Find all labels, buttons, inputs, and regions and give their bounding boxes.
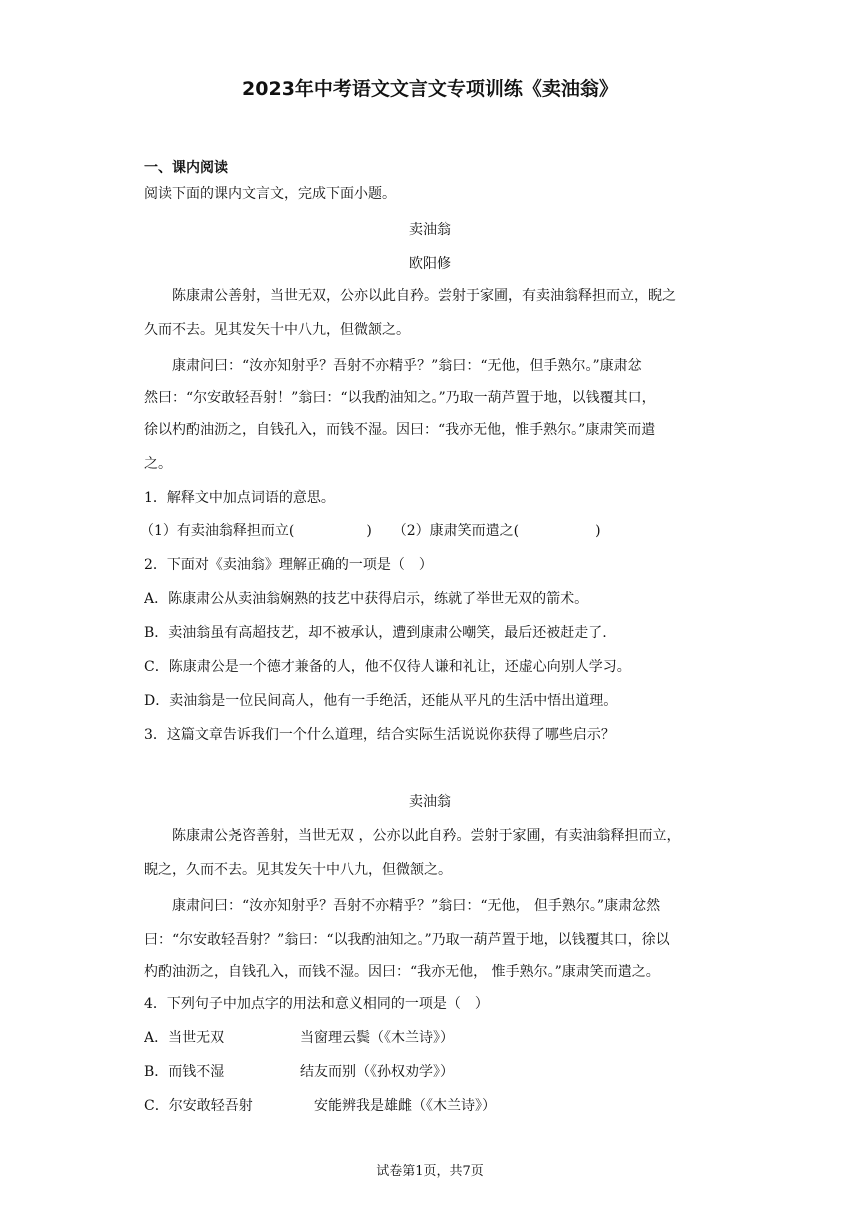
question-2: 2．下面对《卖油翁》理解正确的一项是（ ） [144,557,433,573]
text-title-2: 卖油翁 [409,794,451,810]
passage-line: 陈康肃公善射，当世无双，公亦以此自矜。尝射于家圃，有卖油翁释担而立，睨之 [172,288,676,304]
option-b [144,1062,716,1082]
passage-line: 之。 [144,456,172,472]
passage-line: 康肃问曰：“汝亦知射乎？吾射不亦精乎？”翁曰：“无他， 但手熟尔。”康肃忿然 [172,898,661,914]
option-b-left: B．而钱不湿 [144,1064,225,1080]
passage-line: 杓酌油沥之，自钱孔入，而钱不湿。因曰：“我亦无他， 惟手熟尔。”康肃笑而遣之。 [144,964,660,980]
passage-line: 陈康肃公尧咨善射，当世无双 ，公亦以此自矜。尝射于家圃，有卖油翁释担而立， [172,828,681,844]
option-a [144,1028,716,1048]
text-title: 卖油翁 [409,222,451,238]
question-1b: （2）康肃笑而遣之( [392,523,520,539]
question-1b-close: ) [595,523,601,539]
question-1a: （1）有卖油翁释担而立( [140,523,295,539]
option-c-left: C．尔安敢轻吾射 [144,1098,253,1114]
option-c: C．陈康肃公是一个德才兼备的人，他不仅待人谦和礼让，还虚心向别人学习。 [144,659,631,675]
instruction-text: 阅读下面的课内文言文，完成下面小题。 [144,186,396,202]
passage-line: 曰：“尔安敢轻吾射？”翁曰：“以我酌油知之。”乃取一葫芦置于地，以钱覆其口，徐以 [144,932,670,948]
option-a-right: 当窗理云鬓（《木兰诗》） [300,1030,454,1046]
passage-line: 然曰：“尔安敢轻吾射！”翁曰：“以我酌油知之。”乃取一葫芦置于地，以钱覆其口， [144,390,656,406]
option-a: A．陈康肃公从卖油翁娴熟的技艺中获得启示，练就了举世无双的箭术。 [144,591,589,607]
question-1: 1．解释文中加点词语的意思。 [144,490,335,506]
page-footer: 试卷第1页，共7页 [376,1164,484,1179]
section-heading: 一、课内阅读 [144,160,228,176]
question-3: 3．这篇文章告诉我们一个什么道理，结合实际生活说说你获得了哪些启示？ [144,727,615,743]
passage-line: 康肃问曰：“汝亦知射乎？吾射不亦精乎？”翁曰：“无他，但手熟尔。”康肃忿 [172,358,642,374]
question-1a-close: ) [366,523,372,539]
option-d: D．卖油翁是一位民间高人，他有一手绝活，还能从平凡的生活中悟出道理。 [144,693,618,709]
passage-line: 睨之，久而不去。见其发矢十中八九，但微颔之。 [144,862,452,878]
option-c [144,1096,716,1116]
option-b: B．卖油翁虽有高超技艺，却不被承认，遭到康肃公嘲笑，最后还被赶走了. [144,625,607,641]
question-1-items [140,521,720,541]
option-b-right: 结友而别（《孙权劝学》） [300,1064,454,1080]
option-c-right: 安能辨我是雄雌（《木兰诗》） [314,1098,496,1114]
question-4: 4．下列句子中加点字的用法和意义相同的一项是（ ） [144,996,489,1012]
author-name: 欧阳修 [409,256,451,272]
page-title: 2023年中考语文文言文专项训练《卖油翁》 [242,78,618,100]
option-a-left: A．当世无双 [144,1030,225,1046]
passage-line: 久而不去。见其发矢十中八九，但微颔之。 [144,322,410,338]
passage-line: 徐以杓酌油沥之，自钱孔入，而钱不湿。因曰：“我亦无他，惟手熟尔。”康肃笑而遣 [144,422,656,438]
